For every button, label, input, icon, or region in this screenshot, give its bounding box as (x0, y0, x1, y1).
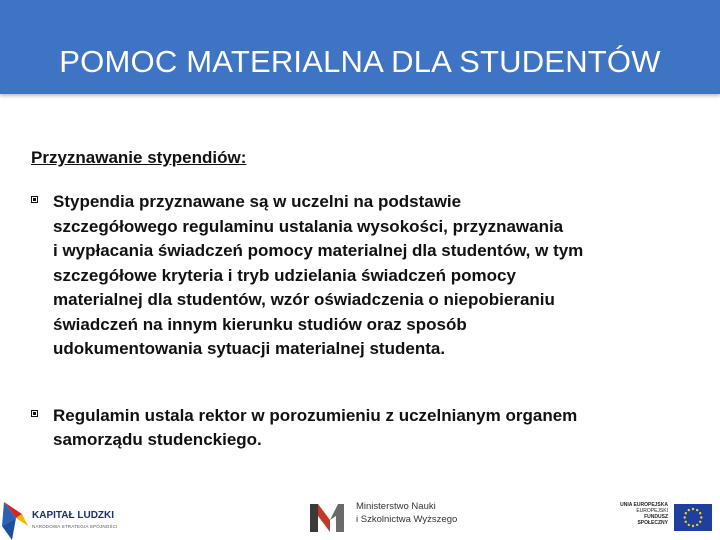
bullet-line: samorządu studenckiego. (53, 430, 262, 449)
ministerstwo-text (356, 500, 457, 526)
kapital-ludzki-star-icon (2, 496, 30, 540)
footer-logos (0, 492, 720, 540)
bullet-line: szczegółowego regulaminu ustalania wysokości, przyznawania (53, 216, 564, 236)
ministerstwo-logo (308, 500, 458, 536)
bullet-item-1 (31, 190, 691, 362)
section-heading: Przyznawanie stypendiów: (31, 148, 247, 167)
ministerstwo-line-1: Ministerstwo Nauki (356, 501, 436, 512)
bullet-item-2 (31, 404, 691, 453)
ministerstwo-line-2: i Szkolnictwa Wyższego (356, 514, 458, 525)
bullet-line: szczegółowe kryteria i tryb udzielania świadczeń pomocy (53, 265, 516, 285)
bullet-line: świadczeń na innym kierunku studiów oraz sposób (53, 314, 467, 334)
unia-text (616, 502, 668, 526)
kapital-ludzki-subtitle: NARODOWA STRATEGIA SPÓJNOŚCI (32, 524, 118, 529)
eu-flag-icon (674, 504, 712, 531)
unia-line-3: FUNDUSZ SPOŁECZNY (637, 514, 668, 526)
slide-content (31, 148, 691, 453)
bullet-line: Regulamin ustala rektor w porozumieniu z uczelnianym organem (53, 405, 578, 425)
slide-title: POMOC MATERIALNA DLA STUDENTÓW (59, 44, 661, 79)
kapital-ludzki-name: KAPITAŁ LUDZKI (32, 510, 115, 521)
kapital-ludzki-logo (2, 496, 132, 536)
bullet-line: i wypłacania świadczeń pomocy materialnej dla studentów, w tym (53, 241, 584, 260)
unia-line-2: EUROPEJSKI (636, 508, 668, 514)
slide-header (0, 0, 720, 94)
bullet-line: materialnej dla studentów, wzór oświadczenia o niepobieraniu (53, 290, 555, 309)
bullet-line: udokumentowania sytuacji materialnej studenta. (53, 339, 446, 358)
ministerstwo-mark-icon (308, 500, 348, 534)
unia-line-1: UNIA EUROPEJSKA (620, 502, 668, 508)
unia-europejska-logo (616, 502, 716, 536)
bullet-line: Stypendia przyznawane są w uczelni na podstawie (53, 192, 462, 211)
square-bullet-icon (31, 196, 38, 203)
square-bullet-icon (31, 410, 38, 417)
